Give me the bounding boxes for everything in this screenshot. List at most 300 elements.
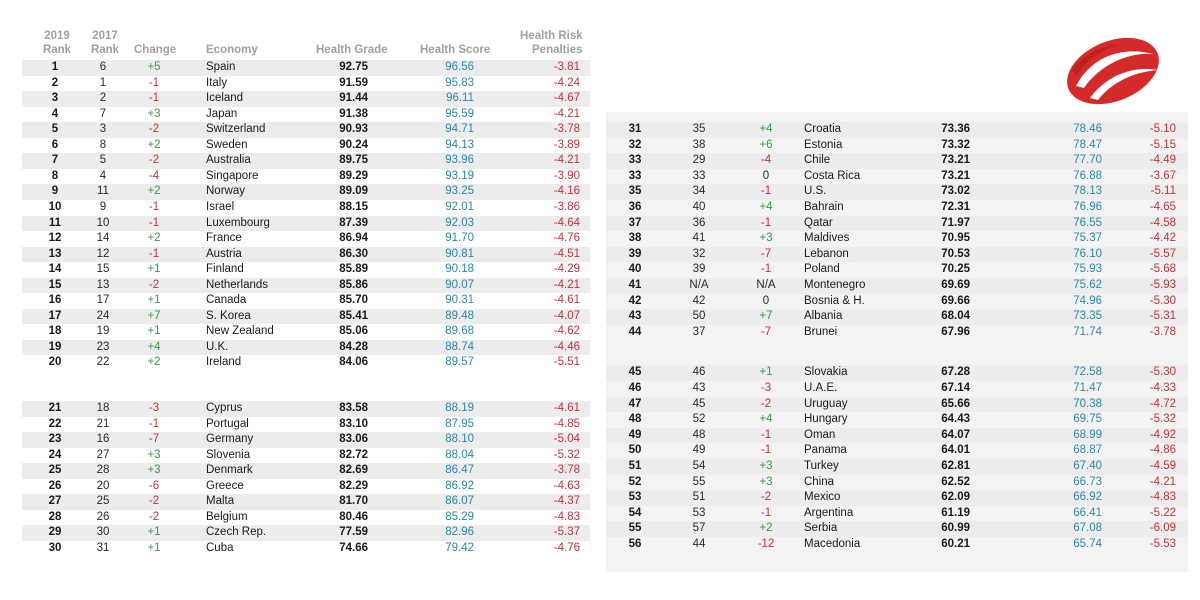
health-grade-cell: 85.41 [339, 309, 368, 322]
change-cell: +3 [147, 107, 161, 120]
health-score-cell: 86.47 [445, 464, 474, 477]
rank-2017-cell: 32 [692, 247, 706, 260]
economy-cell: China [804, 475, 835, 488]
rank-2019-cell: 42 [628, 294, 642, 307]
economy-cell: Albania [804, 310, 843, 323]
health-score-cell: 78.47 [1073, 138, 1102, 151]
health-grade-cell: 64.01 [941, 444, 970, 457]
health-score-cell: 95.83 [445, 76, 474, 89]
rank-2017-cell: 46 [692, 366, 706, 379]
rank-2017-cell: N/A [689, 279, 709, 291]
rank-2019-cell: 20 [48, 356, 62, 369]
change-cell: -2 [148, 495, 160, 508]
penalties-cell: -6.09 [1149, 522, 1176, 535]
health-grade-cell: 73.21 [941, 169, 970, 182]
rank-2019-cell: 25 [48, 464, 62, 477]
rank-2017-cell: 37 [692, 325, 706, 338]
penalties-cell: -4.83 [1149, 491, 1176, 504]
economy-cell: Argentina [804, 506, 854, 519]
rank-2019-cell: 27 [48, 495, 62, 508]
change-cell: +4 [759, 123, 773, 135]
economy-cell: Uruguay [804, 397, 848, 410]
health-grade-cell: 82.69 [339, 464, 368, 477]
header-health-grade: Health Grade [316, 44, 388, 56]
penalties-cell: -5.15 [1149, 138, 1176, 151]
rank-2019-cell: 17 [48, 309, 62, 322]
rank-2019-cell: 2 [51, 76, 59, 89]
economy-cell: Poland [804, 263, 840, 276]
health-score-cell: 68.99 [1073, 428, 1102, 441]
health-grade-cell: 91.59 [339, 76, 368, 89]
health-score-cell: 93.25 [445, 185, 474, 198]
economy-cell: Israel [206, 200, 235, 213]
economy-cell: Belgium [206, 510, 248, 523]
economy-cell: U.K. [206, 340, 229, 353]
health-grade-cell: 68.04 [941, 310, 970, 323]
rank-2017-cell: 4 [99, 169, 107, 182]
economy-cell: U.A.E. [804, 382, 838, 394]
health-grade-cell: 88.15 [339, 200, 368, 213]
health-score-cell: 86.92 [445, 479, 474, 492]
health-grade-cell: 87.39 [339, 216, 368, 229]
rank-2019-cell: 21 [48, 402, 62, 414]
economy-cell: Ireland [206, 356, 242, 369]
penalties-cell: -3.90 [553, 169, 580, 182]
rank-2019-cell: 50 [628, 444, 642, 457]
economy-cell: Australia [206, 154, 251, 167]
table-row [606, 365, 1188, 381]
change-cell: +2 [759, 522, 773, 535]
rank-2019-cell: 5 [51, 123, 59, 136]
table-row [22, 541, 590, 557]
change-cell: +1 [147, 526, 161, 539]
table-row [606, 459, 1188, 475]
health-score-cell: 86.07 [445, 495, 474, 508]
rank-2017-cell: 5 [99, 154, 107, 167]
change-cell: -1 [148, 417, 160, 430]
economy-cell: Japan [206, 107, 238, 120]
economy-cell: Greece [206, 479, 244, 492]
change-cell: +4 [147, 340, 161, 353]
change-cell: -3 [760, 382, 772, 394]
health-score-cell: 66.92 [1073, 491, 1102, 504]
health-grade-cell: 85.06 [339, 325, 368, 338]
penalties-cell: -4.67 [553, 92, 580, 105]
rank-2019-cell: 8 [51, 169, 59, 182]
economy-cell: Malta [206, 495, 235, 508]
table-row [22, 200, 590, 216]
rank-2017-cell: 54 [692, 460, 706, 472]
rank-2019-cell: 45 [628, 366, 642, 379]
health-score-cell: 90.31 [445, 294, 474, 307]
economy-cell: Switzerland [206, 123, 266, 136]
penalties-cell: -4.92 [1149, 428, 1176, 441]
health-score-cell: 75.37 [1073, 232, 1102, 245]
rank-2019-cell: 33 [628, 169, 642, 182]
economy-cell: Denmark [206, 464, 253, 477]
table-row [606, 262, 1188, 278]
rank-2017-cell: 50 [692, 310, 706, 323]
penalties-cell: -4.29 [553, 263, 580, 276]
rank-2019-cell: 19 [48, 340, 62, 353]
health-score-cell: 89.48 [445, 309, 474, 322]
table-row [22, 76, 590, 92]
table-row [22, 417, 590, 433]
change-cell: +6 [759, 138, 773, 151]
rank-2017-cell: 42 [692, 294, 706, 307]
header-rank-2017-year: 2017 [92, 30, 118, 42]
health-score-cell: 70.38 [1073, 397, 1102, 410]
change-cell: -1 [760, 444, 772, 457]
health-grade-cell: 86.30 [339, 247, 368, 260]
change-cell: -1 [760, 216, 772, 229]
rank-2019-cell: 12 [48, 232, 62, 245]
table-row [22, 153, 590, 169]
economy-cell: Montenegro [804, 279, 866, 291]
rank-2017-cell: 17 [96, 294, 110, 307]
economy-cell: S. Korea [206, 309, 251, 322]
rank-2019-cell: 1 [51, 61, 59, 73]
health-score-cell: 90.81 [445, 247, 474, 260]
table-row [22, 525, 590, 541]
penalties-cell: -4.46 [553, 340, 580, 353]
rank-2019-cell: 9 [51, 185, 59, 198]
rank-2019-cell: 30 [48, 541, 62, 554]
brand-logo-icon [1062, 36, 1164, 106]
change-cell: -2 [760, 397, 772, 410]
health-grade-cell: 60.21 [941, 538, 970, 550]
rank-2017-cell: 41 [692, 232, 706, 245]
penalties-cell: -4.21 [553, 154, 580, 167]
header-rank-2017-label: Rank [90, 44, 120, 56]
economy-cell: Germany [206, 433, 254, 446]
rank-2017-cell: 3 [99, 123, 107, 136]
health-score-cell: 65.74 [1073, 538, 1102, 550]
rank-2019-cell: 37 [628, 216, 642, 229]
left-ranking-table [22, 26, 590, 592]
health-grade-cell: 69.66 [941, 294, 970, 307]
right-ranking-table [606, 112, 1188, 572]
header-health-score: Health Score [420, 44, 491, 56]
rank-2017-cell: 10 [96, 216, 110, 229]
rank-2019-cell: 49 [628, 428, 642, 441]
health-grade-cell: 89.29 [339, 169, 368, 182]
penalties-cell: -3.81 [553, 61, 580, 73]
rank-2017-cell: 51 [692, 491, 706, 504]
economy-cell: Norway [206, 185, 245, 198]
penalties-cell: -4.37 [553, 495, 580, 508]
health-grade-cell: 83.06 [339, 433, 368, 446]
header-rank-2019-year: 2019 [44, 30, 70, 42]
table-row [22, 122, 590, 138]
table-row [606, 153, 1188, 169]
change-cell: -4 [760, 154, 772, 167]
economy-cell: Bosnia & H. [804, 294, 865, 307]
health-grade-cell: 83.10 [339, 417, 368, 430]
rank-2019-cell: 13 [48, 247, 62, 260]
rank-2019-cell: 22 [48, 417, 62, 430]
penalties-cell: -4.58 [1149, 216, 1176, 229]
economy-cell: Croatia [804, 123, 842, 135]
health-score-cell: 90.18 [445, 263, 474, 276]
health-score-cell: 75.62 [1073, 279, 1102, 291]
rank-2017-cell: 45 [692, 397, 706, 410]
rank-2017-cell: 25 [96, 495, 110, 508]
rank-2019-cell: 26 [48, 479, 62, 492]
penalties-cell: -3.67 [1149, 169, 1176, 182]
change-cell: -1 [760, 506, 772, 519]
penalties-cell: -4.61 [553, 294, 580, 307]
table-row [22, 432, 590, 448]
change-cell: 0 [762, 294, 770, 307]
penalties-cell: -5.53 [1149, 538, 1176, 550]
penalties-cell: -4.63 [553, 479, 580, 492]
health-score-cell: 77.70 [1073, 154, 1102, 167]
health-score-cell: 78.46 [1073, 123, 1102, 135]
table-row [22, 60, 590, 76]
rank-2019-cell: 6 [51, 138, 59, 151]
economy-cell: Qatar [804, 216, 833, 229]
rank-2017-cell: 53 [692, 506, 706, 519]
health-grade-cell: 92.75 [339, 61, 368, 73]
penalties-cell: -5.32 [1149, 413, 1176, 426]
table-row [22, 169, 590, 185]
rank-2019-cell: 54 [628, 506, 642, 519]
health-score-cell: 71.47 [1073, 382, 1102, 394]
change-cell: +1 [147, 294, 161, 307]
penalties-cell: -3.86 [553, 200, 580, 213]
health-grade-cell: 70.25 [941, 263, 970, 276]
health-score-cell: 93.96 [445, 154, 474, 167]
table-row [606, 397, 1188, 413]
table-row [22, 216, 590, 232]
table-row [606, 216, 1188, 232]
table-row [22, 138, 590, 154]
table-row [22, 494, 590, 510]
change-cell: -1 [760, 185, 772, 198]
change-cell: +7 [759, 310, 773, 323]
health-score-cell: 88.04 [445, 448, 474, 461]
header-penalties-line2: Penalties [532, 44, 583, 56]
health-grade-cell: 70.53 [941, 247, 970, 260]
penalties-cell: -5.32 [553, 448, 580, 461]
health-grade-cell: 64.43 [941, 413, 970, 426]
health-score-cell: 88.74 [445, 340, 474, 353]
penalties-cell: -4.49 [1149, 154, 1176, 167]
economy-cell: Slovenia [206, 448, 251, 461]
health-score-cell: 88.19 [445, 402, 474, 414]
table-row [606, 122, 1188, 138]
rank-2017-cell: 21 [96, 417, 110, 430]
table-row [22, 231, 590, 247]
table-row [22, 278, 590, 294]
health-grade-cell: 89.09 [339, 185, 368, 198]
penalties-cell: -4.59 [1149, 460, 1176, 472]
penalties-cell: -5.30 [1149, 366, 1176, 379]
health-grade-cell: 90.24 [339, 138, 368, 151]
economy-cell: Iceland [206, 92, 244, 105]
health-score-cell: 95.59 [445, 107, 474, 120]
table-row [22, 309, 590, 325]
health-grade-cell: 89.75 [339, 154, 368, 167]
health-score-cell: 87.95 [445, 417, 474, 430]
table-row [606, 506, 1188, 522]
health-grade-cell: 85.89 [339, 263, 368, 276]
penalties-cell: -4.21 [553, 278, 580, 291]
health-score-cell: 67.40 [1073, 460, 1102, 472]
rank-2019-cell: 3 [51, 92, 59, 105]
economy-cell: Cuba [206, 541, 234, 554]
health-score-cell: 91.70 [445, 232, 474, 245]
table-row [606, 247, 1188, 263]
table-row [606, 309, 1188, 325]
rank-2019-cell: 52 [628, 475, 642, 488]
table-row [22, 91, 590, 107]
health-score-cell: 94.71 [445, 123, 474, 136]
health-score-cell: 96.11 [446, 92, 474, 105]
penalties-cell: -5.57 [1149, 247, 1176, 260]
rank-2017-cell: 40 [692, 201, 706, 213]
change-cell: -1 [148, 247, 160, 260]
change-cell: -2 [760, 491, 772, 504]
penalties-cell: -4.21 [1149, 475, 1176, 488]
penalties-cell: -5.51 [553, 356, 580, 369]
health-score-cell: 68.87 [1073, 444, 1102, 457]
change-cell: +1 [147, 263, 161, 276]
economy-cell: Serbia [804, 522, 838, 535]
rank-2019-cell: 48 [628, 413, 642, 426]
header-rank-2019-label: Rank [42, 44, 72, 56]
health-grade-cell: 77.59 [339, 526, 368, 539]
change-cell: 0 [762, 169, 770, 182]
health-grade-cell: 71.97 [941, 216, 970, 229]
rank-2017-cell: 24 [96, 309, 110, 322]
economy-cell: Spain [206, 61, 236, 73]
rank-2017-cell: 35 [692, 123, 706, 135]
table-row [22, 448, 590, 464]
change-cell: -7 [760, 325, 772, 338]
health-grade-cell: 84.28 [339, 340, 368, 353]
health-score-cell: 88.10 [445, 433, 474, 446]
penalties-cell: -4.24 [553, 76, 580, 89]
change-cell: -1 [760, 263, 772, 276]
health-score-cell: 76.96 [1073, 201, 1102, 213]
economy-cell: Costa Rica [804, 169, 861, 182]
health-score-cell: 69.75 [1073, 413, 1102, 426]
rank-2019-cell: 28 [48, 510, 62, 523]
penalties-cell: -4.21 [553, 107, 580, 120]
penalties-cell: -4.62 [553, 325, 580, 338]
rank-2019-cell: 46 [628, 382, 642, 394]
change-cell: -2 [148, 510, 160, 523]
economy-cell: Czech Rep. [206, 526, 267, 539]
change-cell: -2 [148, 154, 160, 167]
penalties-cell: -4.16 [553, 185, 580, 198]
health-score-cell: 78.13 [1073, 185, 1102, 198]
rank-2019-cell: 11 [48, 216, 62, 229]
rank-2017-cell: 11 [97, 185, 109, 198]
rank-2017-cell: 33 [692, 169, 706, 182]
rank-2019-cell: 15 [48, 278, 62, 291]
health-grade-cell: 91.38 [339, 107, 368, 120]
health-grade-cell: 80.46 [339, 510, 368, 523]
health-score-cell: 90.07 [445, 278, 474, 291]
table-row [606, 428, 1188, 444]
rank-2017-cell: 55 [692, 475, 706, 488]
change-cell: +5 [147, 61, 161, 73]
change-cell: +2 [147, 185, 161, 198]
table-row [606, 537, 1188, 553]
economy-cell: Chile [804, 154, 831, 167]
economy-cell: France [206, 232, 242, 245]
economy-cell: Austria [206, 247, 242, 260]
change-cell: +3 [759, 460, 773, 472]
table-row [22, 510, 590, 526]
health-score-cell: 79.42 [445, 541, 474, 554]
header-penalties-line1: Health Risk [520, 30, 583, 42]
table-row [606, 381, 1188, 397]
health-grade-cell: 62.09 [941, 491, 970, 504]
health-grade-cell: 86.94 [339, 232, 368, 245]
change-cell: -3 [148, 402, 160, 414]
rank-2017-cell: 30 [96, 526, 110, 539]
health-score-cell: 71.74 [1073, 325, 1102, 338]
penalties-cell: -4.42 [1149, 232, 1176, 245]
rank-2019-cell: 23 [48, 433, 62, 446]
rank-2017-cell: 57 [692, 522, 706, 535]
change-cell: +1 [147, 541, 161, 554]
economy-cell: Cyprus [206, 402, 243, 414]
economy-cell: Lebanon [804, 247, 849, 260]
health-grade-cell: 91.44 [339, 92, 368, 105]
rank-2017-cell: 8 [99, 138, 107, 151]
rank-2019-cell: 47 [628, 397, 642, 410]
penalties-cell: -5.68 [1149, 263, 1176, 276]
economy-cell: Panama [804, 444, 847, 457]
rank-2019-cell: 53 [628, 491, 642, 504]
health-grade-cell: 62.52 [941, 475, 970, 488]
economy-cell: Portugal [206, 417, 249, 430]
table-row [606, 169, 1188, 185]
table-row [606, 294, 1188, 310]
rank-2017-cell: 7 [99, 107, 107, 120]
change-cell: -6 [148, 479, 160, 492]
change-cell: +4 [759, 201, 773, 213]
rank-2017-cell: 27 [96, 448, 110, 461]
health-score-cell: 82.96 [445, 526, 474, 539]
economy-cell: Turkey [804, 460, 839, 472]
economy-cell: Brunei [804, 325, 838, 338]
change-cell: -4 [148, 169, 160, 182]
health-score-cell: 92.03 [445, 216, 474, 229]
economy-cell: Hungary [804, 413, 848, 426]
rank-2019-cell: 16 [48, 294, 62, 307]
penalties-cell: -5.30 [1149, 294, 1176, 307]
change-cell: -2 [148, 123, 160, 136]
rank-2017-cell: 43 [692, 382, 706, 394]
rank-2017-cell: 49 [692, 444, 706, 457]
rank-2017-cell: 38 [692, 138, 706, 151]
health-score-cell: 72.58 [1073, 366, 1102, 379]
penalties-cell: -3.78 [553, 464, 580, 477]
health-score-cell: 76.88 [1073, 169, 1102, 182]
rank-2019-cell: 14 [48, 263, 62, 276]
rank-2019-cell: 51 [628, 460, 642, 472]
change-cell: +3 [759, 232, 773, 245]
rank-2019-cell: 29 [48, 526, 62, 539]
rank-2017-cell: 52 [692, 413, 706, 426]
penalties-cell: -3.78 [1149, 325, 1176, 338]
